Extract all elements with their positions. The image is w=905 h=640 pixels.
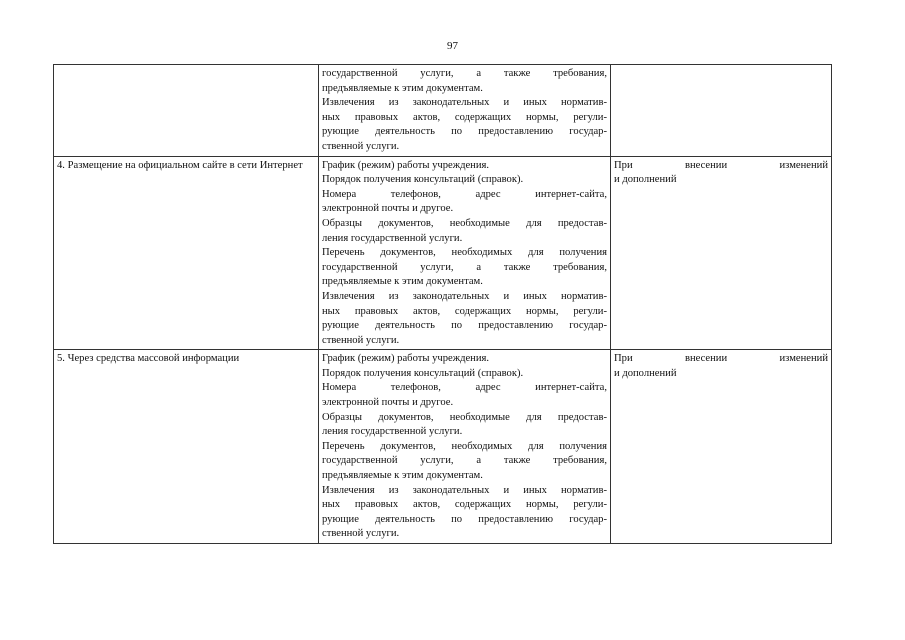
content-cell [319, 156, 611, 350]
content-cell [319, 350, 611, 544]
content-line: ления государственной услуги. [322, 232, 463, 244]
table-row [54, 65, 832, 157]
update-note-cell [611, 156, 832, 350]
info-methods-table [53, 64, 832, 544]
table-row [54, 350, 832, 544]
update-note-cell [611, 350, 832, 544]
content-line: ных правовых актов, содержащих нормы, регули- [322, 499, 607, 511]
content-line: электронной почты и другое. [322, 203, 454, 215]
content-line: ных правовых актов, содержащих нормы, регули- [322, 305, 607, 317]
content-line: Порядок получения консультаций (справок). [322, 367, 524, 379]
content-line: ственной услуги. [322, 140, 400, 152]
content-line: ственной услуги. [322, 528, 400, 540]
content-line: рующие деятельность по предоставлению государ- [322, 320, 607, 332]
method-cell [54, 350, 319, 544]
content-line: График (режим) работы учреждения. [322, 159, 490, 171]
content-line: предъявляемые к этим документам. [322, 470, 483, 482]
note-line: При внесении изменений [614, 353, 828, 365]
table-body [54, 65, 832, 544]
content-line: ления государственной услуги. [322, 426, 463, 438]
content-line: Перечень документов, необходимых для получения [322, 440, 607, 452]
content-line: График (режим) работы учреждения. [322, 353, 490, 365]
content-line: электронной почты и другое. [322, 397, 454, 409]
content-line: Образцы документов, необходимые для предостав- [322, 217, 607, 229]
method-text: 5. Через средства массовой информации [57, 353, 240, 365]
note-line: и дополнений [614, 174, 677, 186]
content-cell [319, 65, 611, 157]
content-line: Номера телефонов, адрес интернет-сайта, [322, 382, 607, 394]
content-line: Извлечения из законодательных и иных норматив- [322, 484, 607, 496]
content-line: государственной услуги, а также требования, [322, 68, 607, 79]
method-cell [54, 65, 319, 157]
update-note-cell [611, 65, 832, 157]
content-line: Перечень документов, необходимых для получения [322, 247, 607, 259]
content-line: предъявляемые к этим документам. [322, 276, 483, 288]
note-line: При внесении изменений [614, 159, 828, 171]
content-line: Образцы документов, необходимые для предостав- [322, 411, 607, 423]
content-line: Извлечения из законодательных и иных норматив- [322, 290, 607, 302]
table-row [54, 156, 832, 350]
note-line: и дополнений [614, 367, 677, 379]
content-line: государственной услуги, а также требования, [322, 455, 607, 467]
content-line: рующие деятельность по предоставлению государ- [322, 126, 607, 138]
content-line: рующие деятельность по предоставлению государ- [322, 513, 607, 525]
content-line: Номера телефонов, адрес интернет-сайта, [322, 188, 607, 200]
page-number: 97 [447, 40, 458, 52]
content-line: Извлечения из законодательных и иных норматив- [322, 97, 607, 109]
method-text: 4. Размещение на официальном сайте в сети Интернет [57, 159, 303, 171]
content-line: ных правовых актов, содержащих нормы, регули- [322, 111, 607, 123]
content-line: ственной услуги. [322, 334, 400, 346]
content-line: государственной услуги, а также требования, [322, 261, 607, 273]
content-line: Порядок получения консультаций (справок). [322, 174, 524, 186]
method-cell [54, 156, 319, 350]
content-line: предъявляемые к этим документам. [322, 82, 483, 94]
